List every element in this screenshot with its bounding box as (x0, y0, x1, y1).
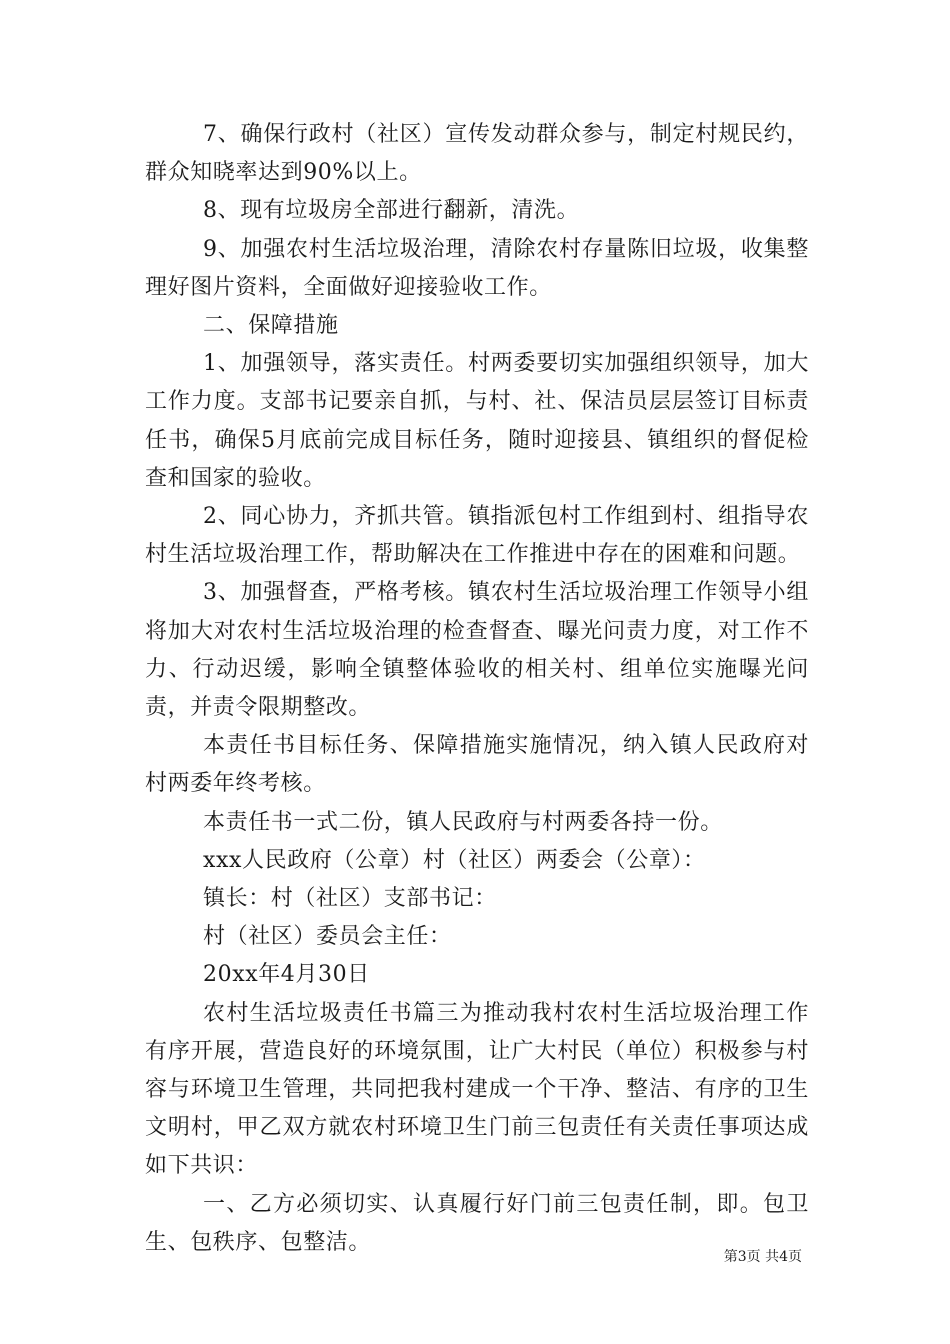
paragraph-measure-3: 3、加强督查，严格考核。镇农村生活垃圾治理工作领导小组将加大对农村生活垃圾治理的检查督查、曝光问责力度，对工作不力、行动迟缓，影响全镇整体验收的相关村、组单位实施曝光问责，并责令限期整改。 (145, 580, 809, 721)
paragraph-measure-2: 2、同心协力，齐抓共管。镇指派包村工作组到村、组指导农村生活垃圾治理工作，帮助解决在工作推进中存在的困难和问题。 (145, 504, 809, 568)
document-body (145, 116, 809, 1262)
paragraph-measure-1: 1、加强领导，落实责任。村两委要切实加强组织领导，加大工作力度。支部书记要亲自抓，与村、社、保洁员层层签订目标责任书，确保5月底前完成目标任务，随时迎接县、镇组织的督促检查和国家的验收。 (145, 351, 809, 491)
paragraph-item-9: 9、加强农村生活垃圾治理，清除农村存量陈旧垃圾，收集整理好图片资料，全面做好迎接验收工作。 (145, 236, 809, 300)
paragraph-item-8: 8、现有垃圾房全部进行翻新，清洗。 (203, 198, 580, 224)
paragraph-chapter-three-intro: 农村生活垃圾责任书篇三为推动我村农村生活垃圾治理工作有序开展，营造良好的环境氛围，让广大村民（单位）积极参与村容与环境卫生管理，共同把我村建成一个干净、整洁、有序的卫生文明村，甲乙双方就农村环境卫生门前三包责任有关责任事项达成如下共识： (145, 1000, 809, 1179)
signature-committee-director-line: 村（社区）委员会主任： (203, 924, 452, 950)
signature-mayor-secretary-line: 镇长：村（社区）支部书记： (203, 886, 497, 912)
paragraph-item-7: 7、确保行政村（社区）宣传发动群众参与，制定村规民约，群众知晓率达到90%以上。 (145, 122, 809, 186)
signature-seals-line: xxx人民政府（公章）村（社区）两委会（公章）： (203, 847, 706, 873)
page-number-footer: 第3页 共4页 (723, 1249, 802, 1265)
document-date: 20xx年4月30日 (203, 962, 370, 988)
paragraph-assessment: 本责任书目标任务、保障措施实施情况，纳入镇人民政府对村两委年终考核。 (145, 733, 809, 797)
section-heading-guarantee-measures: 二、保障措施 (203, 313, 339, 339)
paragraph-party-b-duty: 一、乙方必须切实、认真履行好门前三包责任制，即。包卫生、包秩序、包整洁。 (145, 1191, 809, 1255)
paragraph-copies: 本责任书一式二份，镇人民政府与村两委各持一份。 (203, 809, 723, 835)
